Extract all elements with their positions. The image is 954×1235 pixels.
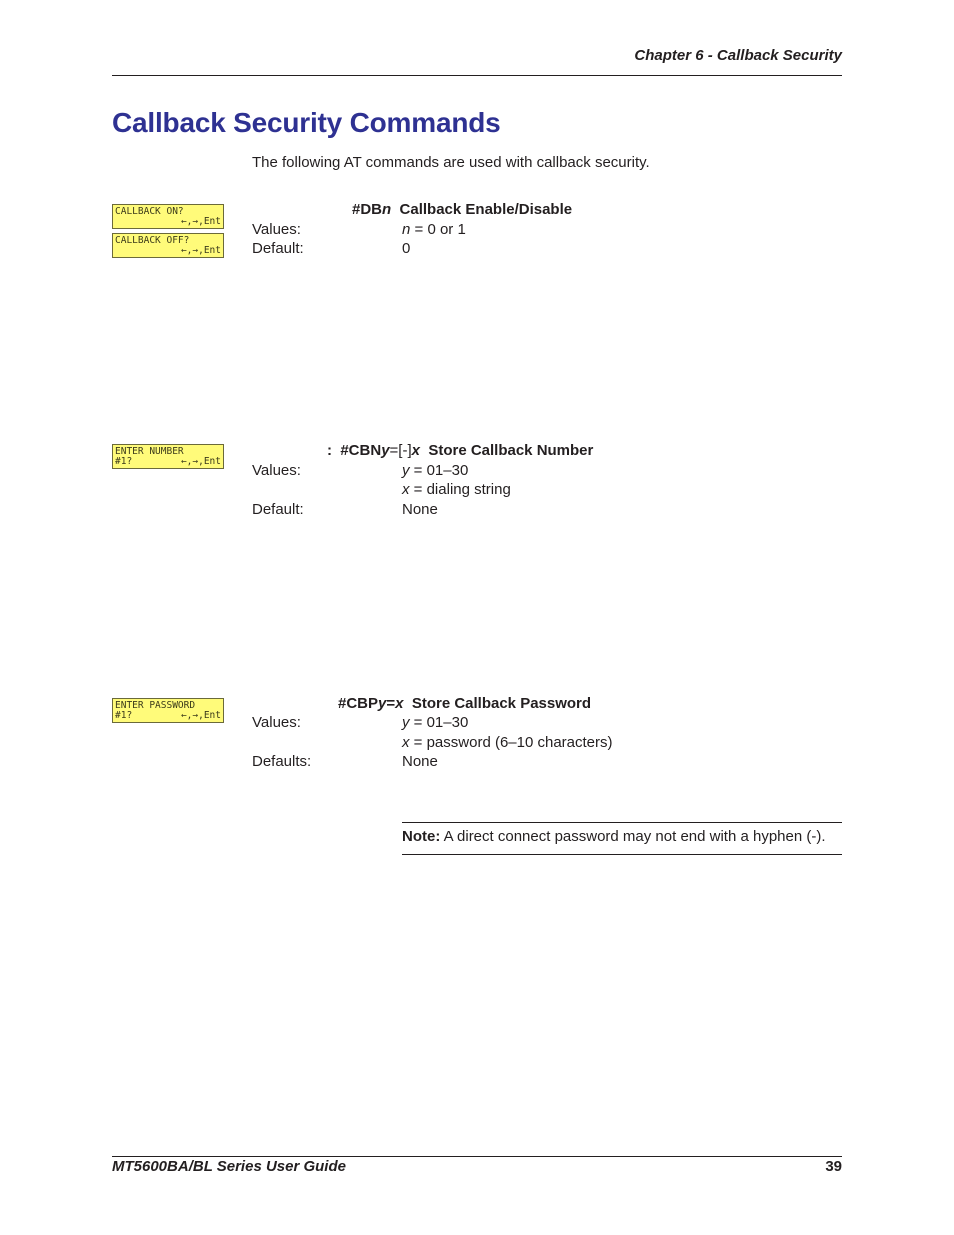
header-rule: [112, 75, 842, 76]
command-code: #CBN: [340, 442, 382, 459]
lcd-line: ENTER PASSWORD: [115, 700, 196, 711]
value-var: y: [402, 462, 410, 479]
command-param: y: [381, 442, 390, 459]
command-name: Store Callback Password: [411, 695, 592, 712]
lcd-line: #1?: [115, 456, 133, 467]
lcd-line: ENTER NUMBER: [115, 446, 184, 457]
lcd-line: CALLBACK OFF?: [115, 235, 190, 246]
note-text: A direct connect password may not end with a hyphen (-).: [440, 828, 826, 845]
lcd-line: CALLBACK ON?: [115, 206, 184, 217]
lcd-display-enter-password: [112, 698, 224, 723]
value-item: [402, 734, 613, 751]
page-number: 39: [825, 1158, 842, 1175]
lcd-line: ←,→,Ent: [180, 245, 221, 256]
command-param: n: [382, 201, 392, 218]
command-heading-cbp: [338, 695, 591, 712]
values-label: Values:: [252, 221, 301, 238]
command-name: Callback Enable/Disable: [399, 201, 573, 218]
lcd-display-callback-off: [112, 233, 224, 258]
value-item: [402, 481, 511, 498]
intro-text: The following AT commands are used with callback security.: [252, 154, 650, 171]
value-var: x: [402, 481, 410, 498]
default-value: None: [402, 501, 438, 518]
default-label: Default:: [252, 240, 304, 257]
command-suffix: =[-]: [389, 442, 412, 459]
value-item: [402, 714, 468, 731]
command-suffix-var: x: [411, 442, 420, 459]
note-label: Note:: [402, 828, 441, 845]
command-param: y: [378, 695, 387, 712]
lcd-line: ←,→,Ent: [180, 710, 221, 721]
command-name: Store Callback Number: [428, 442, 594, 459]
value-text: = dialing string: [409, 481, 511, 498]
lcd-display-enter-number: [112, 444, 224, 469]
default-label: Defaults:: [252, 753, 312, 770]
values-label: Values:: [252, 714, 301, 731]
lcd-line: #1?: [115, 710, 133, 721]
value-item: [402, 221, 466, 238]
page-title: Callback Security Commands: [112, 107, 501, 138]
command-heading-db: [352, 201, 572, 218]
chapter-header: Chapter 6 - Callback Security: [634, 47, 842, 64]
command-code: #CBP: [338, 695, 379, 712]
footer-rule: [112, 1156, 842, 1157]
note-bottom-rule: [402, 854, 842, 855]
lcd-display-callback-on: [112, 204, 224, 229]
command-prefix: :: [327, 442, 341, 459]
footer-guide-title: MT5600BA/BL Series User Guide: [112, 1158, 346, 1175]
values-label: Values:: [252, 462, 301, 479]
value-item: [402, 462, 468, 479]
note: [402, 828, 826, 845]
lcd-line: ←,→,Ent: [180, 456, 221, 467]
command-code: #DB: [352, 201, 383, 218]
value-text: = 01–30: [409, 462, 469, 479]
value-text: = password (6–10 characters): [409, 734, 613, 751]
value-var: n: [402, 221, 411, 238]
command-suffix: =: [386, 695, 396, 712]
default-value: 0: [402, 240, 411, 257]
lcd-line: ←,→,Ent: [180, 216, 221, 227]
note-top-rule: [402, 822, 842, 823]
value-var: x: [402, 734, 410, 751]
value-text: = 0 or 1: [410, 221, 466, 238]
value-text: = 01–30: [409, 714, 469, 731]
command-suffix-var: x: [395, 695, 404, 712]
value-var: y: [402, 714, 410, 731]
default-label: Default:: [252, 501, 304, 518]
default-value: None: [402, 753, 438, 770]
command-heading-cbn: [327, 442, 593, 459]
